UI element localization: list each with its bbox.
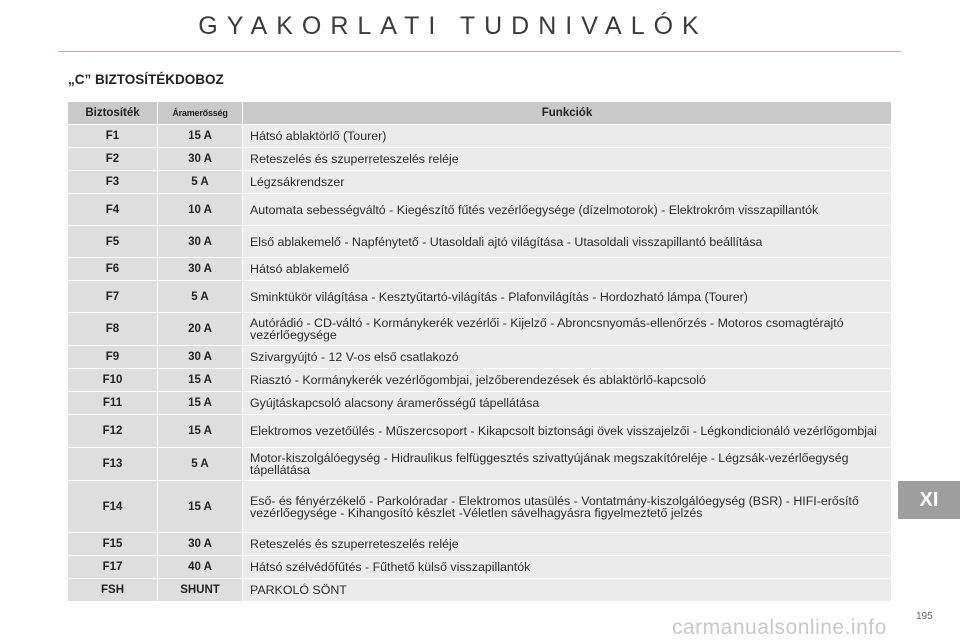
fuse-code: F17 <box>68 556 158 579</box>
fuse-function: Hátsó ablakemelő <box>243 258 892 281</box>
fuse-amperage: 30 A <box>158 148 243 171</box>
fuse-code: F12 <box>68 415 158 448</box>
fuse-code: F4 <box>68 194 158 226</box>
fuse-function: Hátsó ablaktörlő (Tourer) <box>243 125 892 148</box>
fuse-code: F9 <box>68 346 158 369</box>
table-row <box>68 533 892 556</box>
section-heading: „C” BIZTOSÍTÉKDOBOZ <box>68 72 224 87</box>
fuse-code: F11 <box>68 392 158 415</box>
fuse-code: F6 <box>68 258 158 281</box>
fuse-amperage: 30 A <box>158 533 243 556</box>
table-row <box>68 148 892 171</box>
header-fuse: Biztosíték <box>68 102 158 125</box>
table-row <box>68 226 892 258</box>
table-row <box>68 346 892 369</box>
table-row <box>68 579 892 602</box>
fuse-function: Automata sebességváltó - Kiegészítő fűtés vezérlőegysége (dízelmotorok) - Elektrokróm visszapillantók <box>243 194 892 226</box>
header-amperage: Áramerősség <box>158 102 243 125</box>
fuse-amperage: 30 A <box>158 258 243 281</box>
table-row <box>68 281 892 313</box>
watermark: carmanualsonline.info <box>672 616 887 639</box>
fuse-amperage: 15 A <box>158 125 243 148</box>
fuse-amperage: 20 A <box>158 313 243 346</box>
fuse-function: Autórádió - CD-váltó - Kormánykerék vezérlői - Kijelző - Abroncsnyomás-ellenőrzés - Motoros csomagtérajtó vezérlőegysége <box>243 313 892 346</box>
table-row <box>68 392 892 415</box>
fuse-function: Reteszelés és szuperreteszelés reléje <box>243 148 892 171</box>
table-header-row <box>68 102 892 125</box>
fuse-function: Sminktükör világítása - Kesztyűtartó-világítás - Plafonvilágítás - Hordozható lámpa (Tourer) <box>243 281 892 313</box>
fuse-amperage: 15 A <box>158 392 243 415</box>
fuse-function: Szivargyújtó - 12 V-os első csatlakozó <box>243 346 892 369</box>
table-row <box>68 125 892 148</box>
fuse-amperage: 30 A <box>158 346 243 369</box>
fuse-table <box>67 101 892 602</box>
fuse-amperage: 5 A <box>158 448 243 481</box>
fuse-amperage: 10 A <box>158 194 243 226</box>
table-row <box>68 481 892 533</box>
header-functions: Funkciók <box>243 102 892 125</box>
table-row <box>68 258 892 281</box>
fuse-code: F3 <box>68 171 158 194</box>
fuse-amperage: 30 A <box>158 226 243 258</box>
fuse-function: Reteszelés és szuperreteszelés reléje <box>243 533 892 556</box>
fuse-function: Hátsó szélvédőfűtés - Fűthető külső visszapillantók <box>243 556 892 579</box>
table-row <box>68 448 892 481</box>
fuse-code: F2 <box>68 148 158 171</box>
fuse-function: Elektromos vezetőülés - Műszercsoport - Kikapcsolt biztonsági övek visszajelzői - Légkondicionáló vezérlőgombjai <box>243 415 892 448</box>
fuse-amperage: 40 A <box>158 556 243 579</box>
fuse-function: Eső- és fényérzékelő - Parkolóradar - Elektromos utasülés - Vontatmány-kiszolgálóegység (BSR) - HIFI-erősítő vezérlőegysége - Kihangosító készlet -Véletlen sávelhagyásra figyelmeztető jelzés <box>243 481 892 533</box>
table-row <box>68 313 892 346</box>
fuse-code: F14 <box>68 481 158 533</box>
table-row <box>68 415 892 448</box>
fuse-function: Gyújtáskapcsoló alacsony áramerősségű tápellátása <box>243 392 892 415</box>
table-row <box>68 556 892 579</box>
title-divider <box>58 51 901 52</box>
fuse-amperage: 15 A <box>158 481 243 533</box>
fuse-code: F13 <box>68 448 158 481</box>
fuse-function: Első ablakemelő - Napfénytető - Utasoldali ajtó világítása - Utasoldali visszapillantó beállítása <box>243 226 892 258</box>
chapter-tab[interactable]: XI <box>898 481 960 519</box>
fuse-amperage: 15 A <box>158 415 243 448</box>
fuse-amperage: SHUNT <box>158 579 243 602</box>
page-number: 195 <box>916 611 933 622</box>
fuse-amperage: 15 A <box>158 369 243 392</box>
page-title: GYAKORLATI TUDNIVALÓK <box>198 12 708 40</box>
table-row <box>68 171 892 194</box>
fuse-function: Riasztó - Kormánykerék vezérlőgombjai, jelzőberendezések és ablaktörlő-kapcsoló <box>243 369 892 392</box>
fuse-code: F5 <box>68 226 158 258</box>
table-row <box>68 194 892 226</box>
fuse-function: Motor-kiszolgálóegység - Hidraulikus felfüggesztés szivattyújának megszakítóreléje - Légzsák-vezérlőegység tápellátása <box>243 448 892 481</box>
table-row <box>68 369 892 392</box>
fuse-amperage: 5 A <box>158 171 243 194</box>
fuse-code: FSH <box>68 579 158 602</box>
fuse-code: F15 <box>68 533 158 556</box>
fuse-code: F1 <box>68 125 158 148</box>
fuse-code: F8 <box>68 313 158 346</box>
fuse-function: Légzsákrendszer <box>243 171 892 194</box>
fuse-code: F10 <box>68 369 158 392</box>
fuse-amperage: 5 A <box>158 281 243 313</box>
fuse-code: F7 <box>68 281 158 313</box>
fuse-function: PARKOLÓ SÖNT <box>243 579 892 602</box>
